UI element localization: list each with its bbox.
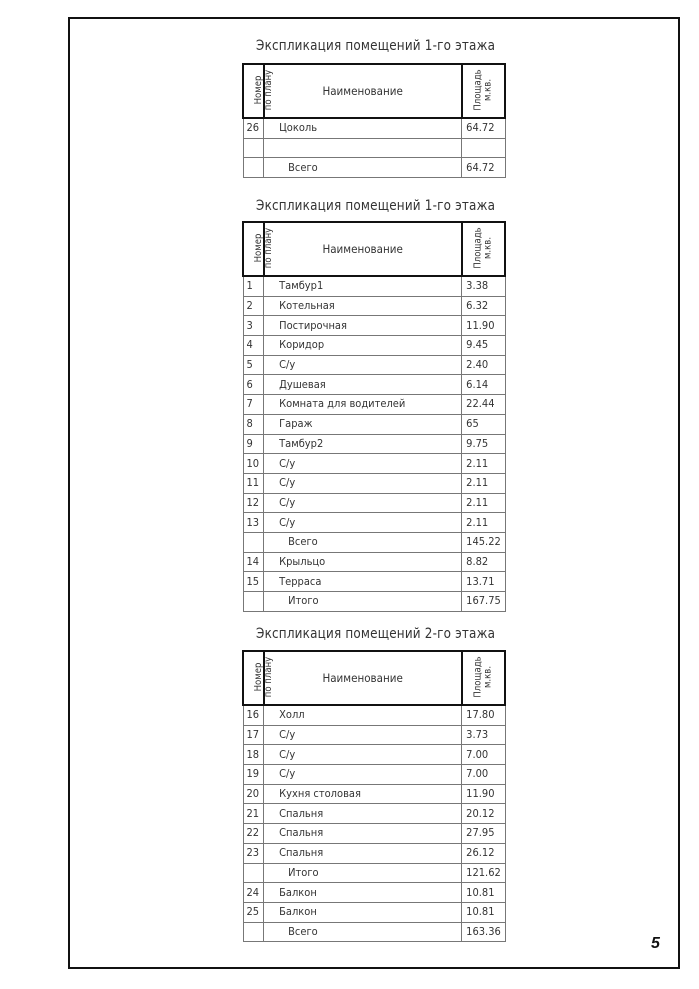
room-area: 9.75 [462, 434, 505, 454]
room-area: 167.75 [462, 592, 505, 612]
room-number: 18 [243, 745, 264, 765]
total-row [243, 158, 505, 178]
room-name: Душевая [264, 375, 462, 395]
room-name: Балкон [264, 902, 462, 922]
room-number: 7 [243, 395, 264, 415]
room-number [243, 158, 264, 178]
room-number: 4 [243, 336, 264, 356]
room-number: 10 [243, 454, 264, 474]
table-header-row [243, 222, 505, 276]
room-number: 16 [243, 705, 264, 725]
table-row [243, 336, 505, 356]
room-name: Кухня столовая [264, 784, 462, 804]
room-area: 2.11 [462, 493, 505, 513]
table-header-row [243, 651, 505, 705]
room-number: 14 [243, 552, 264, 572]
room-name: Итого [264, 863, 462, 883]
table-row [243, 434, 505, 454]
page-number: 5 [651, 935, 660, 952]
room-name: С/у [264, 745, 462, 765]
room-name: С/у [264, 513, 462, 533]
table-row [243, 395, 505, 415]
table-row [243, 765, 505, 785]
total-row [243, 922, 505, 942]
table-row [243, 902, 505, 922]
explication-table [242, 63, 506, 178]
header-name: Наименование [264, 222, 462, 276]
table-row [243, 843, 505, 863]
table-row [243, 276, 505, 296]
room-number [243, 138, 264, 158]
room-area: 11.90 [462, 316, 505, 336]
room-name: Котельная [264, 296, 462, 316]
room-area: 2.40 [462, 355, 505, 375]
table-row [243, 296, 505, 316]
room-name: С/у [264, 765, 462, 785]
room-number: 21 [243, 804, 264, 824]
room-area: 17.80 [462, 705, 505, 725]
room-number: 13 [243, 513, 264, 533]
room-area: 2.11 [462, 473, 505, 493]
room-area: 11.90 [462, 784, 505, 804]
room-name: С/у [264, 473, 462, 493]
room-name: Тамбур2 [264, 434, 462, 454]
header-area: Площадь м.кв. [462, 222, 505, 276]
header-number: Номер по плану [243, 64, 264, 118]
explication-table [242, 221, 506, 612]
room-area: 27.95 [462, 824, 505, 844]
room-number: 12 [243, 493, 264, 513]
table-row [243, 784, 505, 804]
table-row [243, 513, 505, 533]
table-title: Экспликация помещений 2-го этажа [256, 626, 496, 642]
header-area: Площадь м.кв. [462, 64, 505, 118]
room-name [264, 138, 462, 158]
header-area: Площадь м.кв. [462, 651, 505, 705]
total-row [243, 863, 505, 883]
room-name: Холл [264, 705, 462, 725]
room-name: Коридор [264, 336, 462, 356]
room-area: 2.11 [462, 454, 505, 474]
table-row [243, 725, 505, 745]
room-area: 65 [462, 414, 505, 434]
room-area: 26.12 [462, 843, 505, 863]
table-title: Экспликация помещений 1-го этажа [256, 38, 496, 54]
table-row [243, 414, 505, 434]
room-name: Спальня [264, 843, 462, 863]
room-name: Спальня [264, 824, 462, 844]
room-name: С/у [264, 493, 462, 513]
room-area: 2.11 [462, 513, 505, 533]
room-area [462, 138, 505, 158]
table-row [243, 355, 505, 375]
table-row [243, 375, 505, 395]
room-number [243, 922, 264, 942]
room-number: 11 [243, 473, 264, 493]
header-name: Наименование [264, 64, 462, 118]
room-name: Спальня [264, 804, 462, 824]
table-row [243, 454, 505, 474]
table-header-row [243, 64, 505, 118]
room-number: 8 [243, 414, 264, 434]
room-area: 9.45 [462, 336, 505, 356]
room-area: 121.62 [462, 863, 505, 883]
room-name: Тамбур1 [264, 276, 462, 296]
room-name: Всего [264, 532, 462, 552]
table-row [243, 824, 505, 844]
room-number [243, 863, 264, 883]
room-area: 7.00 [462, 745, 505, 765]
room-number: 9 [243, 434, 264, 454]
room-name: Терраса [264, 572, 462, 592]
table-row [243, 118, 505, 138]
table-row [243, 473, 505, 493]
room-name: С/у [264, 454, 462, 474]
room-number: 25 [243, 902, 264, 922]
table-row [243, 883, 505, 903]
room-number: 22 [243, 824, 264, 844]
room-name: Комната для водителей [264, 395, 462, 415]
header-number: Номер по плану [243, 222, 264, 276]
room-number: 19 [243, 765, 264, 785]
room-number: 20 [243, 784, 264, 804]
table-row [243, 316, 505, 336]
room-name: Постирочная [264, 316, 462, 336]
room-number: 17 [243, 725, 264, 745]
room-name: Гараж [264, 414, 462, 434]
room-number: 26 [243, 118, 264, 138]
table-row [243, 552, 505, 572]
room-area: 6.14 [462, 375, 505, 395]
header-name: Наименование [264, 651, 462, 705]
room-number: 2 [243, 296, 264, 316]
room-area: 64.72 [462, 118, 505, 138]
room-area: 7.00 [462, 765, 505, 785]
room-area: 6.32 [462, 296, 505, 316]
room-number: 15 [243, 572, 264, 592]
table-row [243, 745, 505, 765]
room-number: 5 [243, 355, 264, 375]
room-number [243, 532, 264, 552]
room-area: 20.12 [462, 804, 505, 824]
room-number: 23 [243, 843, 264, 863]
room-name: Крыльцо [264, 552, 462, 572]
room-area: 10.81 [462, 902, 505, 922]
room-area: 145.22 [462, 532, 505, 552]
explication-table [242, 650, 506, 942]
room-name: Балкон [264, 883, 462, 903]
room-area: 8.82 [462, 552, 505, 572]
table-row [243, 705, 505, 725]
room-number [243, 592, 264, 612]
total-row [243, 592, 505, 612]
table-row [243, 804, 505, 824]
room-area: 22.44 [462, 395, 505, 415]
room-number: 24 [243, 883, 264, 903]
room-name: Цоколь [264, 118, 462, 138]
room-area: 10.81 [462, 883, 505, 903]
room-name: Всего [264, 158, 462, 178]
table-row [243, 572, 505, 592]
room-number: 1 [243, 276, 264, 296]
total-row [243, 532, 505, 552]
room-name: Итого [264, 592, 462, 612]
table-row [243, 493, 505, 513]
room-area: 13.71 [462, 572, 505, 592]
room-area: 3.38 [462, 276, 505, 296]
room-area: 163.36 [462, 922, 505, 942]
room-area: 64.72 [462, 158, 505, 178]
room-number: 3 [243, 316, 264, 336]
room-name: С/у [264, 355, 462, 375]
table-title: Экспликация помещений 1-го этажа [256, 198, 496, 214]
room-number: 6 [243, 375, 264, 395]
header-number: Номер по плану [243, 651, 264, 705]
table-row [243, 138, 505, 158]
room-name: Всего [264, 922, 462, 942]
room-name: С/у [264, 725, 462, 745]
room-area: 3.73 [462, 725, 505, 745]
